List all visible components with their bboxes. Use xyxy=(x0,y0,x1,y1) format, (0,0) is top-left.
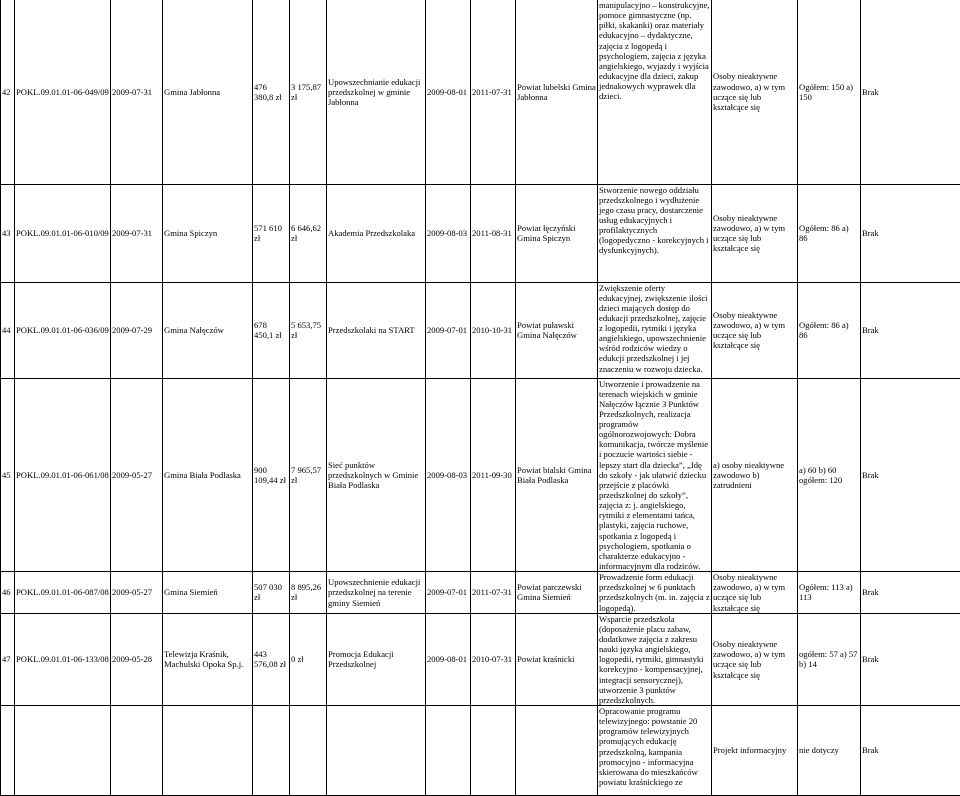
status-cell: Brak xyxy=(861,0,960,184)
participants-cell: ogółem: 57 a) 57 b) 14 xyxy=(798,613,861,705)
funding-cell: 0 zł xyxy=(290,613,327,705)
target-group-cell: Osoby nieaktywne zawodowo, a) w tym uczące się lub kształcące się xyxy=(712,184,798,282)
total-value-cell: 900 109,44 zł xyxy=(253,378,290,572)
description-cell: Stworzenie nowego oddziału przedszkolnego i wydłużenie jego czasu pracy, dostarczenie usług edukacyjnych i profilaktycznych (logopedyczno - korekcyjnych i dysfunkcyjnych). xyxy=(598,184,712,282)
lp-cell: 47 xyxy=(1,613,15,705)
end-date-cell: 2010-07-31 xyxy=(471,613,516,705)
project-code-cell xyxy=(15,706,111,796)
project-title-cell: Upowszechnienie edukacji przedszkolnej na terenie gminy Siemień xyxy=(327,572,426,614)
status-cell: Brak xyxy=(861,706,960,796)
beneficiary-cell: Gmina Spiczyn xyxy=(163,184,253,282)
project-title-cell: Sieć punktów przedszkolnych w Gminie Biała Podlaska xyxy=(327,378,426,572)
status-cell: Brak xyxy=(861,378,960,572)
description-cell: manipulacyjno – konstrukcyjne, pomoce gimnastyczne (np. piłki, skakanki) oraz materiały edukacyjno – dydaktyczne, zajęcia z logopedą i psychologiem, zajęcia z języka angielskiego, wyjazdy i wyjścia edukacyjne dla dzieci, zakup jednakowych wyprawek dla dzieci. xyxy=(598,0,712,184)
table-row xyxy=(1,378,960,572)
project-title-cell xyxy=(327,706,426,796)
start-date-cell: 2009-08-03 xyxy=(426,184,471,282)
table-row xyxy=(1,184,960,282)
date-cell: 2009-07-31 xyxy=(111,184,163,282)
date-cell: 2009-05-28 xyxy=(111,613,163,705)
project-code-cell: POKL.09.01.01-06-087/08 xyxy=(15,572,111,614)
description-cell: Utworzenie i prowadzenie na terenach wiejskich w gminie Nałęczów łącznie 3 Punktów Przedszkolnych, realizacja programów ogólnorozwojowych: Dobra komunikacja, twórcze myślenie i poczucie wartości siebie - lepszy start dla dziecka”, „Idę do szkoły - jak ułatwić dziecku przejście z placówki przedszkolnej do szkoły”, zajęcia z: j. angielskiego, rytmiki z elementami tańca, plastyki, zajęcia ruchowe, spotkania z logopedą i psychologiem, spotkania o charakterze edukacyjno - informacyjnym dla rodziców. xyxy=(598,378,712,572)
end-date-cell: 2011-07-31 xyxy=(471,572,516,614)
start-date-cell: 2009-07-01 xyxy=(426,572,471,614)
lp-cell xyxy=(1,706,15,796)
lp-cell: 43 xyxy=(1,184,15,282)
participants-cell: Ogółem: 113 a) 113 xyxy=(798,572,861,614)
project-code-cell: POKL.09.01.01-06-133/08 xyxy=(15,613,111,705)
target-group-cell: Osoby nieaktywne zawodowo, a) w tym uczące się lub kształcące się xyxy=(712,613,798,705)
project-title-cell: Przedszkolaki na START xyxy=(327,282,426,378)
status-cell: Brak xyxy=(861,572,960,614)
project-title-cell: Akademia Przedszkolaka xyxy=(327,184,426,282)
participants-cell: a) 60 b) 60 ogółem: 120 xyxy=(798,378,861,572)
beneficiary-cell: Gmina Nałęczów xyxy=(163,282,253,378)
status-cell: Brak xyxy=(861,282,960,378)
total-value-cell: 507 030 zł xyxy=(253,572,290,614)
lp-cell: 46 xyxy=(1,572,15,614)
lp-cell: 44 xyxy=(1,282,15,378)
participants-cell: nie dotyczy xyxy=(798,706,861,796)
area-cell: Powiat parczewski Gmina Siemień xyxy=(516,572,598,614)
area-cell: Powiat bialski Gmina Biała Podlaska xyxy=(516,378,598,572)
area-cell: Powiat lubelski Gmina Jabłonna xyxy=(516,0,598,184)
area-cell: Powiat kraśnicki xyxy=(516,613,598,705)
funding-cell: 3 175,87 zł xyxy=(290,0,327,184)
project-code-cell: POKL.09.01.01-06-010/09 xyxy=(15,184,111,282)
total-value-cell: 443 576,08 zł xyxy=(253,613,290,705)
area-cell: Powiat puławski Gmina Nałęczów xyxy=(516,282,598,378)
total-value-cell: 571 610 zł xyxy=(253,184,290,282)
start-date-cell: 2009-08-01 xyxy=(426,613,471,705)
target-group-cell: a) osoby nieaktywne zawodowo b) zatrudnieni xyxy=(712,378,798,572)
beneficiary-cell: Gmina Siemień xyxy=(163,572,253,614)
project-title-cell: Upowszechnianie edukacji przedszkolnej w gminie Jabłonna xyxy=(327,0,426,184)
table-row xyxy=(1,572,960,614)
target-group-cell: Osoby nieaktywne zawodowo, a) w tym uczące się lub kształcące się xyxy=(712,572,798,614)
end-date-cell: 2011-07-31 xyxy=(471,0,516,184)
status-cell: Brak xyxy=(861,613,960,705)
start-date-cell: 2009-08-03 xyxy=(426,378,471,572)
date-cell: 2009-05-27 xyxy=(111,378,163,572)
target-group-cell: Osoby nieaktywne zawodowo, a) w tym uczące się lub kształcące się xyxy=(712,0,798,184)
table-row xyxy=(1,282,960,378)
beneficiary-cell: Telewizja Kraśnik, Machulski Opoka Sp.j. xyxy=(163,613,253,705)
project-code-cell: POKL.09.01.01-06-049/09 xyxy=(15,0,111,184)
funding-cell: 7 965,57 zł xyxy=(290,378,327,572)
beneficiary-cell: Gmina Biała Podlaska xyxy=(163,378,253,572)
end-date-cell xyxy=(471,706,516,796)
description-cell: Prowadzenie form edukacji przedszkolnej w 6 punktach przedszkolnych (m. in. zajęcia z logopedą). xyxy=(598,572,712,614)
funding-cell: 6 646,62 zł xyxy=(290,184,327,282)
date-cell: 2009-07-29 xyxy=(111,282,163,378)
area-cell: Powiat łęczyński Gmina Spiczyn xyxy=(516,184,598,282)
total-value-cell xyxy=(253,706,290,796)
area-cell xyxy=(516,706,598,796)
table-row xyxy=(1,613,960,705)
beneficiary-cell xyxy=(163,706,253,796)
start-date-cell: 2009-08-01 xyxy=(426,0,471,184)
beneficiary-cell: Gmina Jabłonna xyxy=(163,0,253,184)
participants-cell: Ogółem: 86 a) 86 xyxy=(798,282,861,378)
description-cell: Wsparcie przedszkola (doposażenie placu zabaw, dodatkowe zajęcia z zakresu nauki języka angielskiego, logopedii, rytmiki, gimnastyki korekcyjno - kompensacyjnej, integracji sensorycznej), utworzenie 3 punktów przedszkolnych. xyxy=(598,613,712,705)
date-cell xyxy=(111,706,163,796)
target-group-cell: Osoby nieaktywne zawodowo, a) w tym uczące się lub kształcące się xyxy=(712,282,798,378)
target-group-cell: Projekt informacyjny xyxy=(712,706,798,796)
start-date-cell: 2009-07-01 xyxy=(426,282,471,378)
date-cell: 2009-07-31 xyxy=(111,0,163,184)
description-cell: Zwiększenie oferty edukacyjnej, zwiększenie ilości dzieci mających dostęp do edukacji przedszkolnej, zajęcie z logopedii, rytmiki i języka angielskiego, upowszechnienie wśród rodziców wiedzy o edukcji przedszkolnej i jej znaczeniu w rozwoju dziecka. xyxy=(598,282,712,378)
project-code-cell: POKL.09.01.01-06-061/08 xyxy=(15,378,111,572)
start-date-cell xyxy=(426,706,471,796)
date-cell: 2009-05-27 xyxy=(111,572,163,614)
participants-cell: Ogółem: 150 a) 150 xyxy=(798,0,861,184)
funding-cell xyxy=(290,706,327,796)
lp-cell: 42 xyxy=(1,0,15,184)
participants-cell: Ogółem: 86 a) 86 xyxy=(798,184,861,282)
total-value-cell: 678 450,1 zł xyxy=(253,282,290,378)
project-code-cell: POKL.09.01.01-06-036/09 xyxy=(15,282,111,378)
funding-cell: 8 895,26 zł xyxy=(290,572,327,614)
end-date-cell: 2010-10-31 xyxy=(471,282,516,378)
total-value-cell: 476 380,8 zł xyxy=(253,0,290,184)
funding-cell: 5 653,75 zł xyxy=(290,282,327,378)
end-date-cell: 2011-08-31 xyxy=(471,184,516,282)
end-date-cell: 2011-09-30 xyxy=(471,378,516,572)
status-cell: Brak xyxy=(861,184,960,282)
description-cell: Opracowanie programu telewizyjnego: powstanie 20 programów telewizyjnych promujących edukację przedszkolną, kampania promocyjno - informacyjna skierowana do mieszkańców powiatu kraśnickiego ze xyxy=(598,706,712,796)
table-row xyxy=(1,0,960,184)
table-row xyxy=(1,706,960,796)
lp-cell: 45 xyxy=(1,378,15,572)
project-title-cell: Promocja Edukacji Przedszkolnej xyxy=(327,613,426,705)
